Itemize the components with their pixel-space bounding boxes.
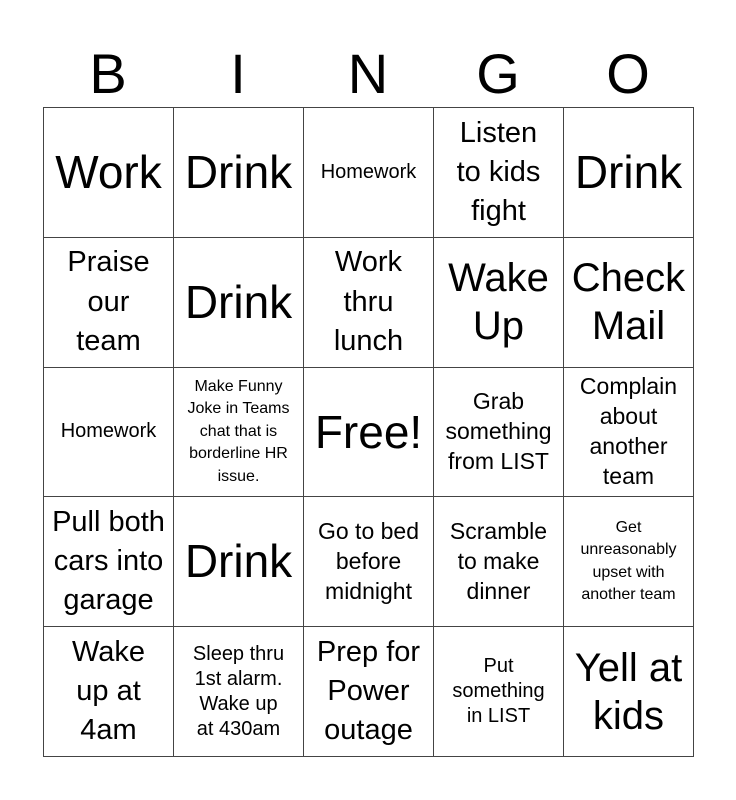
- bingo-cell[interactable]: Drink: [174, 108, 304, 238]
- bingo-cell[interactable]: Wake Up: [434, 238, 564, 368]
- bingo-cell[interactable]: Praise our team: [44, 238, 174, 368]
- bingo-cell[interactable]: Homework: [44, 368, 174, 498]
- header-letter-i: I: [230, 42, 246, 105]
- bingo-cell[interactable]: Pull both cars into garage: [44, 497, 174, 627]
- bingo-cell[interactable]: Get unreasonably upset with another team: [564, 497, 694, 627]
- bingo-cell[interactable]: Prep for Power outage: [304, 627, 434, 757]
- bingo-cell[interactable]: Free!: [304, 368, 434, 498]
- bingo-cell[interactable]: Grab something from LIST: [434, 368, 564, 498]
- bingo-cell[interactable]: Drink: [174, 497, 304, 627]
- bingo-cell[interactable]: Check Mail: [564, 238, 694, 368]
- bingo-cell[interactable]: Work thru lunch: [304, 238, 434, 368]
- bingo-cell[interactable]: Go to bed before midnight: [304, 497, 434, 627]
- bingo-cell[interactable]: Put something in LIST: [434, 627, 564, 757]
- bingo-cell[interactable]: Sleep thru 1st alarm. Wake up at 430am: [174, 627, 304, 757]
- bingo-cell[interactable]: Complain about another team: [564, 368, 694, 498]
- bingo-cell[interactable]: Work: [44, 108, 174, 238]
- bingo-card-grid: [43, 107, 694, 757]
- bingo-cell[interactable]: Homework: [304, 108, 434, 238]
- header-letter-o: O: [606, 42, 650, 105]
- bingo-cell[interactable]: Drink: [174, 238, 304, 368]
- bingo-cell[interactable]: Make Funny Joke in Teams chat that is borderline HR issue.: [174, 368, 304, 498]
- bingo-cell[interactable]: Listen to kids fight: [434, 108, 564, 238]
- bingo-header: [43, 40, 693, 108]
- bingo-cell[interactable]: Yell at kids: [564, 627, 694, 757]
- header-letter-g: G: [476, 42, 520, 105]
- bingo-cell[interactable]: Drink: [564, 108, 694, 238]
- bingo-cell[interactable]: Scramble to make dinner: [434, 497, 564, 627]
- bingo-cell[interactable]: Wake up at 4am: [44, 627, 174, 757]
- header-letter-b: B: [89, 42, 127, 105]
- header-letter-n: N: [347, 42, 389, 105]
